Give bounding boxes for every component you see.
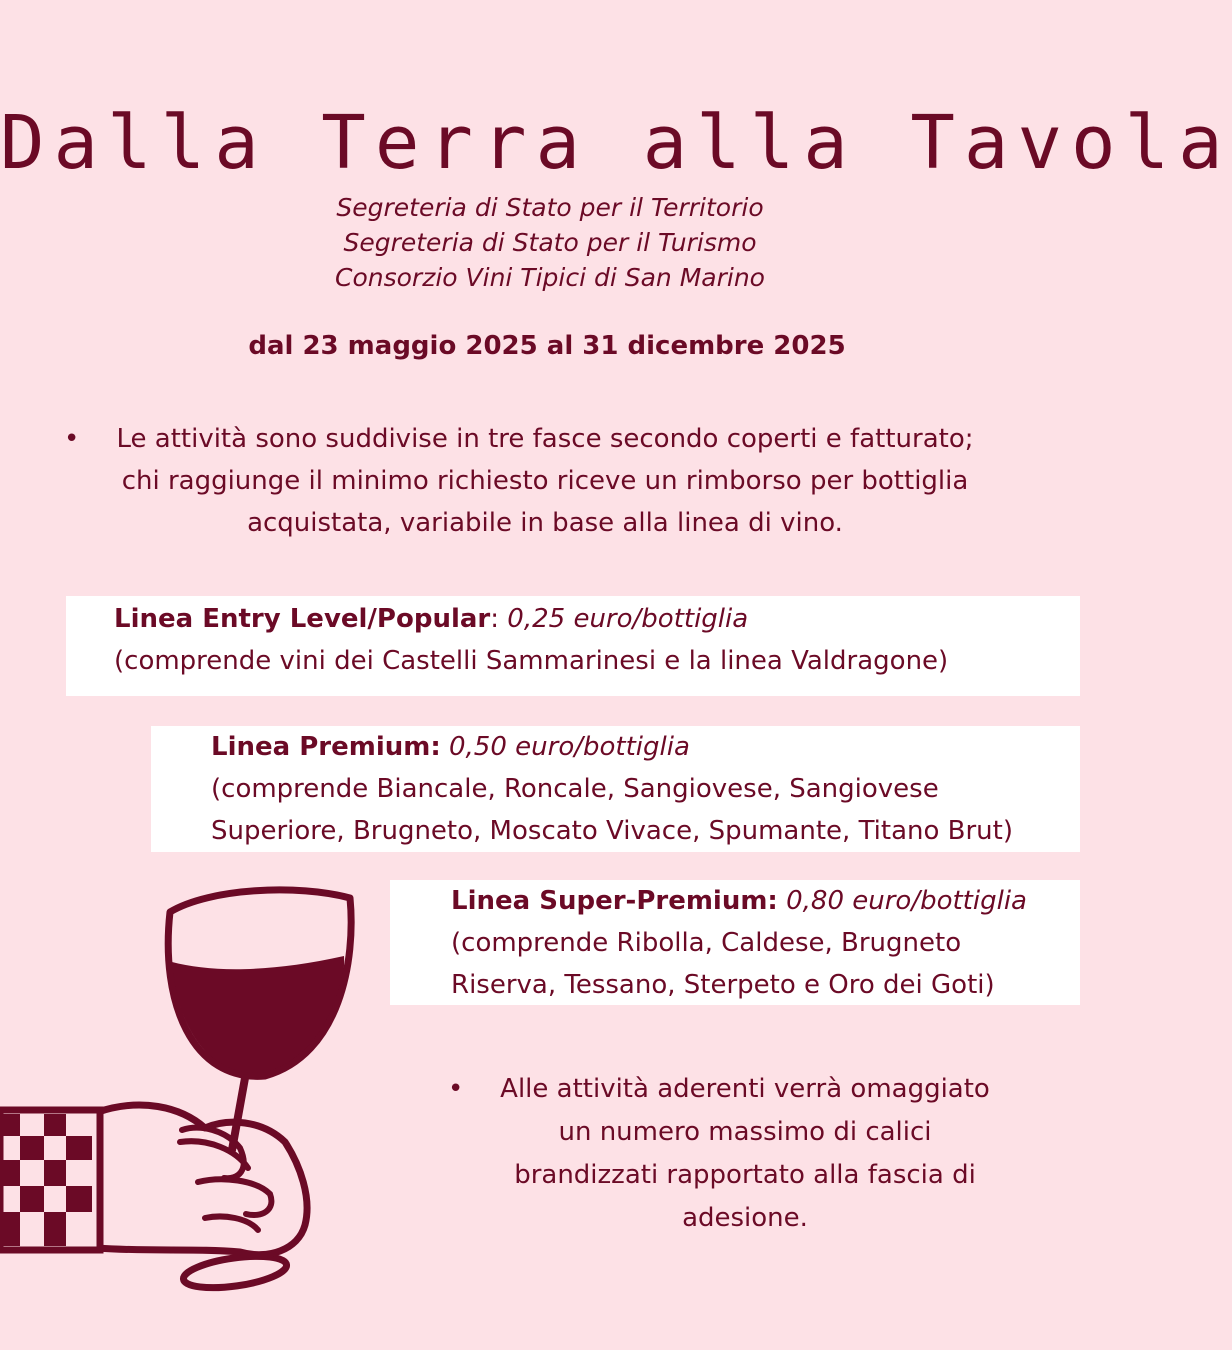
closing-line: Alle attività aderenti verrà omaggiato xyxy=(500,1074,990,1104)
organizer-line: Consorzio Vini Tipici di San Marino xyxy=(335,263,765,292)
intro-line: Le attività sono suddivise in tre fasce secondo coperti e fatturato; xyxy=(116,424,974,454)
bullet-dot: • xyxy=(64,424,80,454)
tier-description: (comprende Biancale, Roncale, Sangiovese, Sangiovese xyxy=(211,774,939,804)
closing-bullet xyxy=(440,1068,1050,1240)
tier-label: Linea Premium: xyxy=(211,732,441,762)
tier-price: 0,25 euro/bottiglia xyxy=(507,604,749,634)
event-dates: dal 23 maggio 2025 al 31 dicembre 2025 xyxy=(248,331,846,361)
organizer-line: Segreteria di Stato per il Turismo xyxy=(343,228,757,257)
page-title: Dalla Terra alla Tavola xyxy=(0,99,1232,186)
closing-line: brandizzati rapportato alla fascia di xyxy=(514,1160,976,1190)
closing-line: un numero massimo di calici xyxy=(558,1117,932,1147)
closing-line: adesione. xyxy=(682,1203,808,1233)
organizers xyxy=(0,190,1100,295)
tier-card-super-premium xyxy=(390,880,1080,1005)
bullet-dot: • xyxy=(448,1074,464,1104)
intro-line: acquistata, variabile in base alla linea di vino. xyxy=(247,508,843,538)
tier-separator xyxy=(778,886,786,916)
tier-card-entry xyxy=(66,596,1080,696)
tier-price: 0,50 euro/bottiglia xyxy=(449,732,690,762)
tier-description: Superiore, Brugneto, Moscato Vivace, Spumante, Titano Brut) xyxy=(211,816,1013,846)
hand-holding-wine-glass-icon xyxy=(0,880,360,1310)
organizer-line: Segreteria di Stato per il Territorio xyxy=(336,193,764,222)
tier-label: Linea Entry Level/Popular xyxy=(114,604,491,634)
tier-label: Linea Super-Premium: xyxy=(451,886,778,916)
tier-description: Riserva, Tessano, Sterpeto e Oro dei Goti) xyxy=(451,970,995,1000)
intro-bullet xyxy=(60,418,1030,544)
tier-price: 0,80 euro/bottiglia xyxy=(786,886,1027,916)
tier-description: (comprende Ribolla, Caldese, Brugneto xyxy=(451,928,962,958)
tier-separator xyxy=(441,732,449,762)
tier-separator: : xyxy=(490,604,508,634)
intro-line: chi raggiunge il minimo richiesto riceve un rimborso per bottiglia xyxy=(121,466,969,496)
tier-description: (comprende vini dei Castelli Sammarinesi e la linea Valdragone) xyxy=(114,646,949,676)
tier-card-premium xyxy=(151,726,1080,852)
